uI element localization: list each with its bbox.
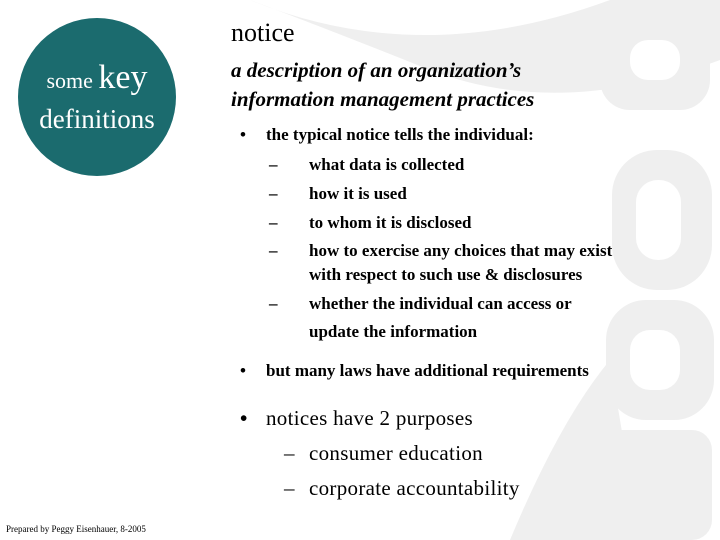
large-bullet-item xyxy=(240,401,473,436)
large-sub-item xyxy=(284,436,483,471)
sub-item-text-continued: update the information xyxy=(309,322,478,341)
badge-word-key: key xyxy=(98,59,148,97)
sub-item-text: how to exercise any choices that may exist xyxy=(309,241,613,260)
footer-credit: Prepared by Peggy Eisenhauer, 8-2005 xyxy=(6,524,146,534)
large-sub-item-text: corporate accountability xyxy=(309,476,520,500)
slide-title: notice xyxy=(231,18,295,47)
bullet-text: but many laws have additional requirements xyxy=(266,361,589,380)
dash-marker: – xyxy=(284,441,295,465)
badge-word-some: some xyxy=(46,68,93,94)
dash-marker: – xyxy=(269,155,278,174)
dash-marker: – xyxy=(269,184,278,203)
sub-item xyxy=(269,208,471,237)
bullet-text: the typical notice tells the individual: xyxy=(266,125,534,144)
bullet-marker: • xyxy=(240,361,246,380)
bullet-marker: • xyxy=(240,125,246,144)
sub-item xyxy=(269,179,407,208)
sub-item-text: what data is collected xyxy=(309,155,465,174)
sub-item-text-continued: with respect to such use & disclosures xyxy=(309,265,583,284)
sub-item xyxy=(269,150,464,179)
subtitle-line-2: information management practices xyxy=(231,87,535,111)
large-sub-item-text: consumer education xyxy=(309,441,483,465)
large-bullet-text: notices have 2 purposes xyxy=(266,406,473,430)
dash-marker: – xyxy=(269,294,278,313)
badge-heading xyxy=(46,61,147,95)
subtitle-line-1: a description of an organization’s xyxy=(231,58,522,82)
bullet-item xyxy=(240,357,589,385)
sub-item-text: how it is used xyxy=(309,184,407,203)
dash-marker: – xyxy=(269,213,278,232)
slide-subtitle xyxy=(231,56,631,114)
badge-word-definitions: definitions xyxy=(39,104,155,135)
sub-item-text: to whom it is disclosed xyxy=(309,213,472,232)
dash-marker: – xyxy=(269,241,278,260)
section-badge xyxy=(18,18,176,176)
bullet-marker: • xyxy=(240,406,248,430)
large-sub-item xyxy=(284,471,520,506)
dash-marker: – xyxy=(284,476,295,500)
sub-item-text: whether the individual can access or xyxy=(309,294,572,313)
bullet-item xyxy=(240,121,534,149)
